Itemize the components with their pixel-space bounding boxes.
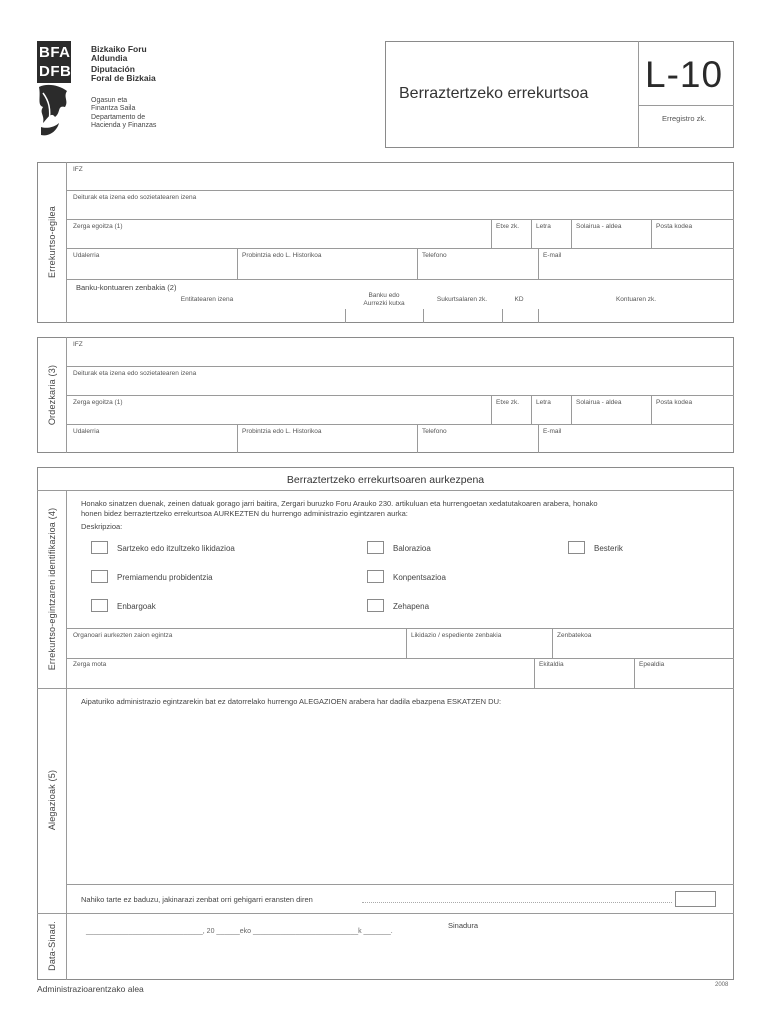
submission-side-divider	[66, 490, 67, 980]
appellant-email-field[interactable]	[538, 261, 734, 279]
settlement-checkbox[interactable]	[91, 541, 108, 554]
appellant-province-label: Probintzia edo L. Historikoa	[242, 252, 322, 259]
rep-postcode-field[interactable]	[651, 408, 734, 424]
submission-section-title: Berraztertzeko errekurtsoaren aurkezpena	[286, 474, 485, 486]
tax-type-field[interactable]	[66, 670, 534, 688]
logo-dfb: DFB	[39, 63, 72, 80]
file-number-label: Likidazio / espediente zenbakia	[411, 632, 502, 639]
bank-kd-label: KD	[514, 296, 524, 303]
bank-account-field[interactable]	[538, 309, 734, 323]
bank-account-label: Kontuaren zk.	[615, 296, 657, 303]
appellant-address-label: Zerga egoitza (1)	[73, 223, 123, 230]
row-divider	[66, 366, 734, 367]
valuation-label: Balorazioa	[393, 544, 431, 553]
form-code: L-10	[645, 54, 724, 95]
extra-pages-count-field[interactable]	[675, 891, 716, 907]
row-divider	[66, 628, 734, 629]
organ-label: Organoari aurkezten zaion egintza	[73, 632, 173, 639]
appellant-town-field[interactable]	[66, 261, 237, 279]
extra-pages-text: Nahiko tarte ez baduzu, jakinarazi zenbat orri gehigarri eransten diren	[81, 895, 313, 904]
appellant-phone-field[interactable]	[417, 261, 538, 279]
appellant-address-field[interactable]	[66, 232, 491, 248]
rep-town-label: Udalerria	[73, 428, 100, 435]
bank-code-label-2: Aurrezki kutxa	[363, 300, 405, 307]
appellant-phone-label: Telefono	[422, 252, 447, 259]
copy-label: Administrazioarentzako alea	[37, 984, 144, 994]
row-divider	[66, 688, 734, 689]
valuation-checkbox[interactable]	[367, 541, 384, 554]
seizure-checkbox[interactable]	[91, 599, 108, 612]
bank-entity-label: Entitatearen izena	[180, 296, 234, 303]
bank-branch-label: Sukurtsalaren zk.	[436, 296, 488, 303]
rep-ifz-label: IFZ	[73, 341, 83, 348]
org-name-es-1: Diputación	[91, 64, 135, 74]
bank-account-title: Banku-kontuaren zenbakia (2)	[76, 283, 177, 292]
rep-phone-label: Telefono	[422, 428, 447, 435]
bank-kd-field[interactable]	[502, 309, 538, 323]
appellant-letter-label: Letra	[536, 223, 551, 230]
rep-postcode-label: Posta kodea	[656, 399, 693, 406]
intro-line-1: Honako sinatzen duenak, zeinen datuak gorago jarri baitira, Zergari buruzko Foru Arauko 230. artikuluan eta hurrengoetan xedatutakoaren arabera, honako	[81, 499, 598, 508]
date-sign-side-label: Data-Sinad.	[47, 921, 57, 971]
appellant-email-label: E-mail	[543, 252, 562, 259]
bank-code-field[interactable]	[345, 309, 423, 323]
signature-label: Sinadura	[448, 921, 479, 930]
rep-house-no-field[interactable]	[491, 408, 531, 424]
dept-name-eu-1: Ogasun eta	[91, 97, 128, 104]
appellant-side-label: Errekurtso-egilea	[47, 206, 57, 278]
identification-side-label: Errekurtso-egintzaren identifikazioa (4)	[47, 507, 57, 671]
provision-label: Premiamendu probidentzia	[117, 573, 213, 582]
org-name-es-2: Foral de Bizkaia	[91, 73, 156, 83]
signature-field[interactable]	[440, 933, 730, 977]
rep-town-field[interactable]	[66, 437, 237, 453]
rep-email-label: E-mail	[543, 428, 562, 435]
registry-label: Erregistro zk.	[662, 114, 707, 123]
allegations-textarea[interactable]	[72, 710, 732, 886]
rep-province-label: Probintzia edo L. Historikoa	[242, 428, 322, 435]
rep-letter-label: Letra	[536, 399, 551, 406]
subsection-divider	[37, 688, 66, 689]
organ-field[interactable]	[66, 641, 406, 658]
rep-ifz-field[interactable]	[66, 350, 734, 366]
rep-phone-field[interactable]	[417, 437, 538, 453]
row-divider	[66, 248, 734, 249]
row-divider	[66, 279, 734, 280]
rep-house-no-label: Etxe zk.	[496, 399, 520, 406]
appellant-ifz-label: IFZ	[73, 166, 83, 173]
period-field[interactable]	[634, 670, 734, 688]
logo	[37, 41, 177, 141]
description-label: Deskripzioa:	[81, 522, 123, 531]
row-divider	[66, 219, 734, 220]
section-title-divider	[37, 490, 734, 491]
provision-checkbox[interactable]	[91, 570, 108, 583]
other-checkbox[interactable]	[568, 541, 585, 554]
amount-label: Zenbatekoa	[557, 632, 592, 639]
amount-field[interactable]	[552, 641, 734, 658]
allegations-intro: Aipaturiko administrazio egintzarekin bat ez datorrelako hurrengo ALEGAZIOEN arabera har dadila ebazpena ESKATZEN DU:	[81, 697, 502, 706]
bank-entity-field[interactable]	[66, 306, 345, 323]
penalty-label: Zehapena	[393, 602, 430, 611]
row-divider	[66, 424, 734, 425]
appellant-province-field[interactable]	[237, 261, 417, 279]
dept-name-eu-2: Finantza Saila	[91, 105, 136, 112]
extra-pages-leader	[362, 902, 672, 903]
representative-side-label: Ordezkaria (3)	[47, 364, 57, 426]
appellant-floor-label: Solairua - aldea	[576, 223, 622, 230]
rep-address-field[interactable]	[66, 408, 491, 424]
appellant-name-label: Deiturak eta izena edo sozietatearen izena	[73, 194, 197, 201]
subsection-divider	[37, 913, 734, 914]
other-label: Besterik	[594, 544, 623, 553]
allegations-bottom-line	[66, 884, 734, 885]
seizure-label: Enbargoak	[117, 602, 156, 611]
oak-leaf-icon	[37, 83, 73, 139]
bank-code-label-1: Banku edo	[368, 292, 400, 299]
appellant-house-no-label: Etxe zk.	[496, 223, 520, 230]
form-title: Berraztertzeko errekurtsoa	[399, 85, 589, 102]
rep-province-field[interactable]	[237, 437, 417, 453]
penalty-checkbox[interactable]	[367, 599, 384, 612]
appellant-postcode-field[interactable]	[651, 232, 734, 248]
dept-name-es-2: Hacienda y Finanzas	[91, 122, 157, 129]
appellant-floor-field[interactable]	[571, 232, 651, 248]
compensation-checkbox[interactable]	[367, 570, 384, 583]
rep-floor-label: Solairua - aldea	[576, 399, 622, 406]
rep-floor-field[interactable]	[571, 408, 651, 424]
logo-bfa: BFA	[39, 44, 71, 61]
form-year: 2008	[715, 982, 729, 988]
year-field[interactable]	[534, 670, 634, 688]
appellant-postcode-label: Posta kodea	[656, 223, 693, 230]
row-divider	[66, 190, 734, 191]
rep-name-field[interactable]	[66, 379, 734, 395]
file-number-field[interactable]	[406, 641, 552, 658]
code-divider	[638, 105, 734, 106]
intro-line-2: honen bidez berraztertzeko errekurtsoa AURKEZTEN du hurrengo administrazio egintzaren aurka:	[81, 509, 408, 518]
dept-name-es-1: Departamento de	[91, 114, 146, 121]
rep-name-label: Deiturak eta izena edo sozietatearen izena	[73, 370, 197, 377]
appellant-letter-field[interactable]	[531, 232, 571, 248]
period-label: Epealdia	[639, 661, 665, 668]
rep-email-field[interactable]	[538, 437, 734, 453]
rep-letter-field[interactable]	[531, 408, 571, 424]
org-name-eu-1: Bizkaiko Foru	[91, 44, 147, 54]
bank-branch-field[interactable]	[423, 309, 502, 323]
appellant-town-label: Udalerria	[73, 252, 100, 259]
row-divider	[66, 395, 734, 396]
tax-type-label: Zerga mota	[73, 661, 107, 668]
appellant-name-field[interactable]	[66, 203, 734, 219]
org-name-eu-2: Aldundia	[91, 53, 128, 63]
rep-address-label: Zerga egoitza (1)	[73, 399, 123, 406]
allegations-side-label: Alegazioak (5)	[47, 769, 57, 831]
compensation-label: Konpentsazioa	[393, 573, 446, 582]
title-divider	[638, 41, 639, 148]
appellant-house-no-field[interactable]	[491, 232, 531, 248]
settlement-label: Sartzeko edo itzultzeko likidazioa	[117, 544, 235, 553]
appellant-ifz-field[interactable]	[66, 175, 734, 190]
year-label: Ekitaldia	[539, 661, 564, 668]
date-line: ______________________________, 20 ______eko ___________________________k _______.	[86, 928, 393, 935]
place-date-field[interactable]	[86, 922, 416, 936]
